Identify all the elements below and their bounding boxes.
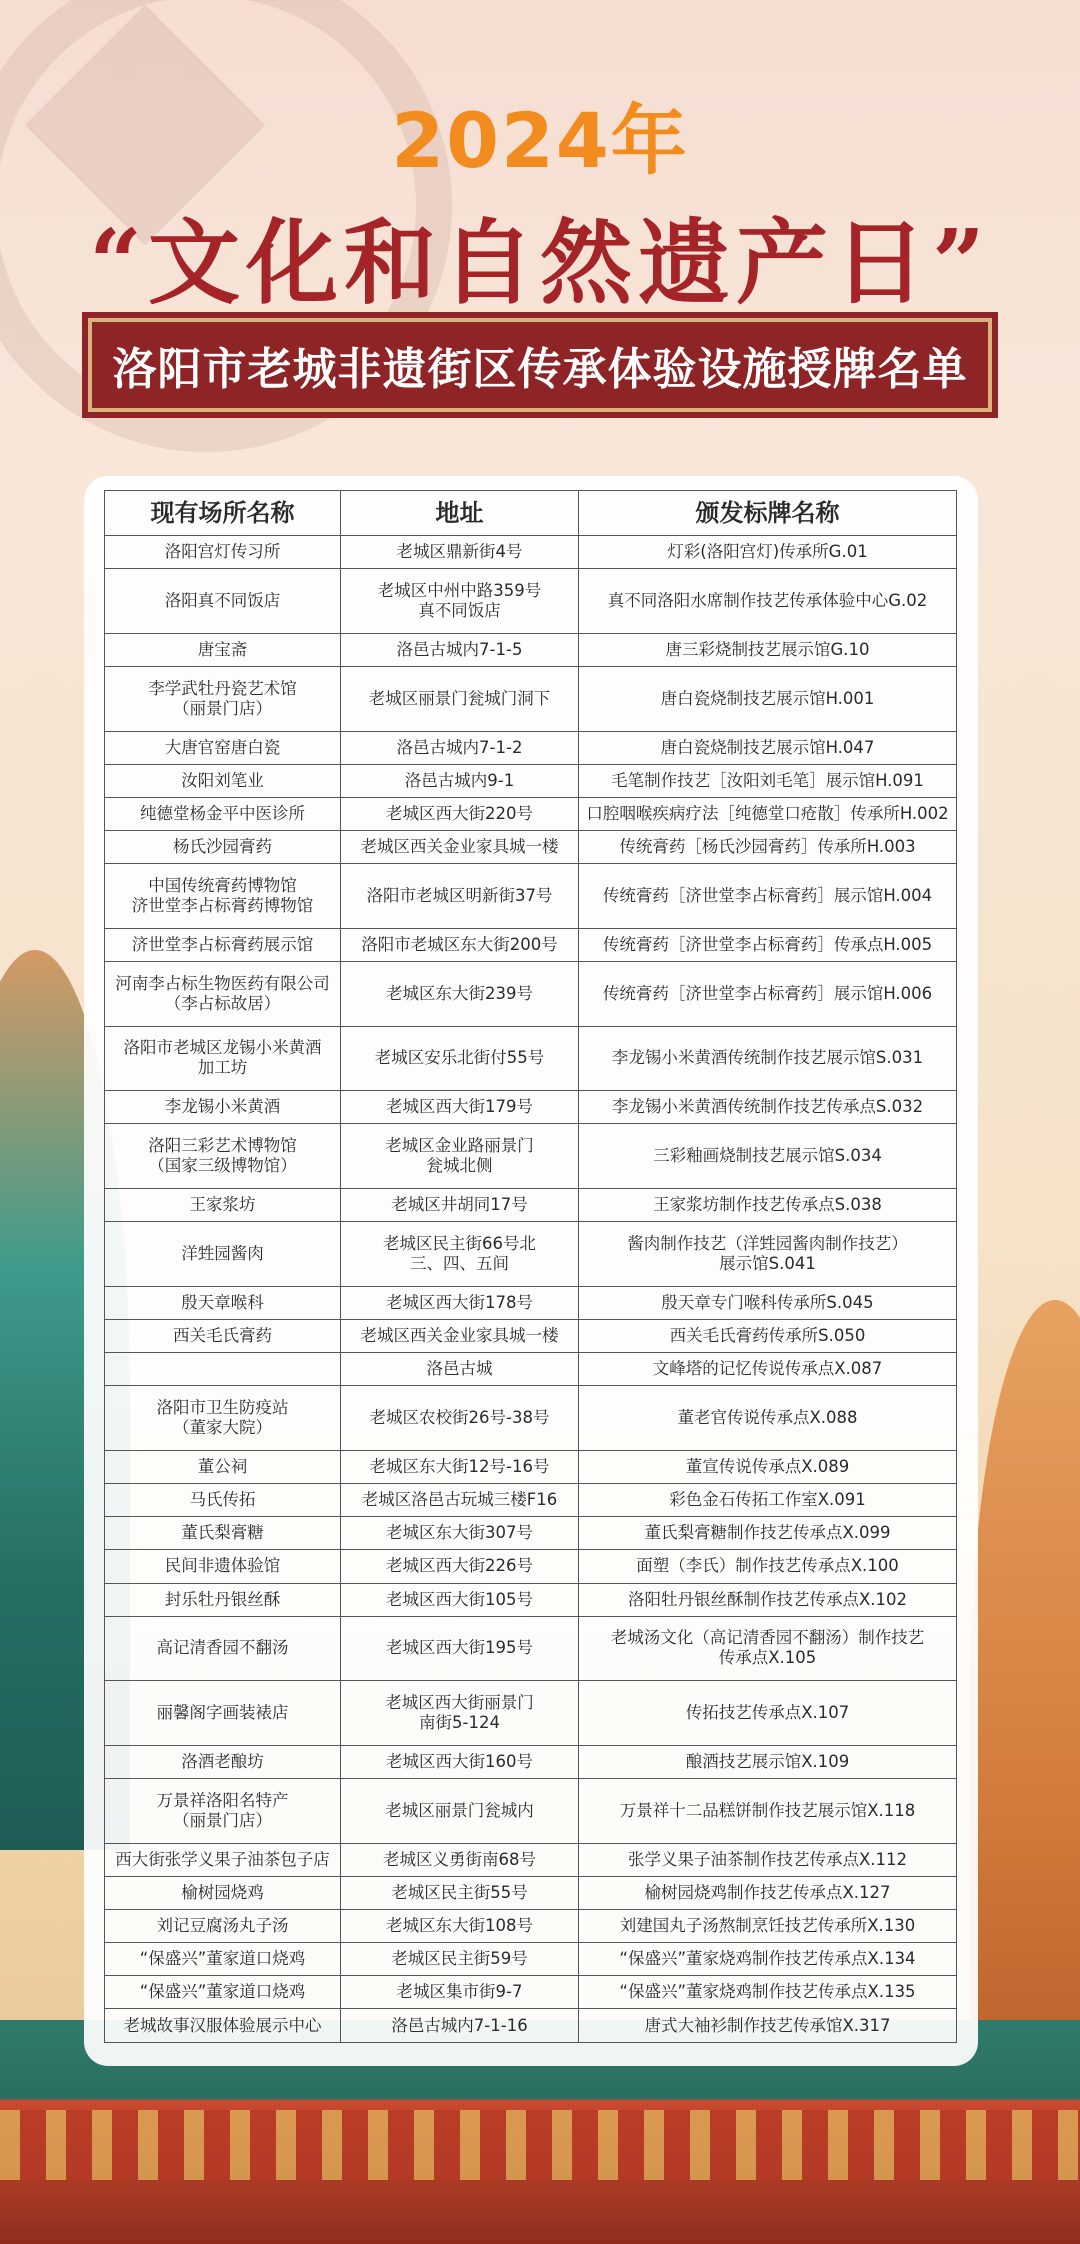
venue-cell: 纯德堂杨金平中医诊所 — [105, 797, 341, 830]
venue-cell: 杨氏沙园膏药 — [105, 831, 341, 864]
venue-cell: 马氏传拓 — [105, 1484, 341, 1517]
table-row — [105, 1517, 957, 1550]
venue-cell: 洋甡园酱肉 — [105, 1222, 341, 1287]
venue-cell: 河南李占标生物医药有限公司 （李占标故居） — [105, 961, 341, 1026]
address-cell: 老城区东大街307号 — [341, 1517, 579, 1550]
table-row — [105, 536, 957, 569]
table-row — [105, 961, 957, 1026]
address-cell: 老城区西关金业家具城一楼 — [341, 1320, 579, 1353]
address-cell: 老城区东大街12号-16号 — [341, 1451, 579, 1484]
table-row — [105, 1681, 957, 1746]
address-cell: 老城区丽景门瓮城门洞下 — [341, 666, 579, 731]
plaque-cell: 酿酒技艺展示馆X.109 — [579, 1746, 957, 1779]
venue-cell — [105, 1353, 341, 1386]
plaque-cell: 传拓技艺传承点X.107 — [579, 1681, 957, 1746]
address-cell: 洛邑古城内7-1-2 — [341, 731, 579, 764]
table-row — [105, 1876, 957, 1909]
table-row — [105, 569, 957, 634]
venue-cell: 洛阳宫灯传习所 — [105, 536, 341, 569]
venue-cell: “保盛兴”董家道口烧鸡 — [105, 1943, 341, 1976]
address-cell: 洛邑古城内9-1 — [341, 764, 579, 797]
table-row — [105, 1943, 957, 1976]
table-row — [105, 1222, 957, 1287]
table-row — [105, 1779, 957, 1844]
venue-cell: 李龙锡小米黄酒 — [105, 1091, 341, 1124]
venue-cell: 李学武牡丹瓷艺术馆 （丽景门店） — [105, 666, 341, 731]
table-row — [105, 1484, 957, 1517]
plaque-cell: 口腔咽喉疾病疗法［纯德堂口疮散］传承所H.002 — [579, 797, 957, 830]
address-cell: 洛邑古城内7-1-5 — [341, 633, 579, 666]
venue-cell: 封乐牡丹银丝酥 — [105, 1583, 341, 1616]
table-row — [105, 1550, 957, 1583]
table-row — [105, 928, 957, 961]
venue-cell: 榆树园烧鸡 — [105, 1876, 341, 1909]
table-row — [105, 1026, 957, 1091]
table-row — [105, 864, 957, 929]
plaque-cell: 老城汤文化（高记清香园不翻汤）制作技艺 传承点X.105 — [579, 1616, 957, 1681]
plaque-cell: 真不同洛阳水席制作技艺传承体验中心G.02 — [579, 569, 957, 634]
table-row — [105, 2009, 957, 2043]
palace-railing-decoration — [0, 2110, 1080, 2180]
table-row — [105, 1320, 957, 1353]
table-row — [105, 797, 957, 830]
plaque-cell: 唐白瓷烧制技艺展示馆H.001 — [579, 666, 957, 731]
address-cell: 老城区集市街9-7 — [341, 1976, 579, 2009]
venue-cell: 西关毛氏膏药 — [105, 1320, 341, 1353]
plaque-cell: 刘建国丸子汤熬制烹饪技艺传承所X.130 — [579, 1910, 957, 1943]
table-row — [105, 1976, 957, 2009]
venue-cell: 唐宝斋 — [105, 633, 341, 666]
address-cell: 老城区义勇街南68号 — [341, 1843, 579, 1876]
address-cell: 老城区西大街179号 — [341, 1091, 579, 1124]
plaque-cell: 传统膏药［济世堂李占标膏药］展示馆H.004 — [579, 864, 957, 929]
venue-cell: 万景祥洛阳名特产 （丽景门店） — [105, 1779, 341, 1844]
plaque-cell: 面塑（李氏）制作技艺传承点X.100 — [579, 1550, 957, 1583]
table-row — [105, 1286, 957, 1319]
address-cell: 洛邑古城内7-1-16 — [341, 2009, 579, 2043]
address-cell: 老城区东大街108号 — [341, 1910, 579, 1943]
address-cell: 老城区丽景门瓮城内 — [341, 1779, 579, 1844]
address-cell: 老城区洛邑古玩城三楼F16 — [341, 1484, 579, 1517]
plaque-cell: 文峰塔的记忆传说传承点X.087 — [579, 1353, 957, 1386]
address-cell: 老城区西关金业家具城一楼 — [341, 831, 579, 864]
address-cell: 老城区西大街220号 — [341, 797, 579, 830]
plaque-cell: 殷天章专门喉科传承所S.045 — [579, 1286, 957, 1319]
banner-text: 洛阳市老城非遗街区传承体验设施授牌名单 — [112, 344, 968, 395]
plaque-cell: 传统膏药［济世堂李占标膏药］展示馆H.006 — [579, 961, 957, 1026]
plaque-cell: 董老官传说传承点X.088 — [579, 1386, 957, 1451]
venue-cell: 洛阳市卫生防疫站 （董家大院） — [105, 1386, 341, 1451]
table-row — [105, 1124, 957, 1189]
venue-cell: 洛阳市老城区龙锡小米黄酒 加工坊 — [105, 1026, 341, 1091]
venue-cell: 汝阳刘笔业 — [105, 764, 341, 797]
table-row — [105, 1910, 957, 1943]
column-header-venue: 现有场所名称 — [105, 491, 341, 536]
address-cell: 老城区西大街160号 — [341, 1746, 579, 1779]
plaque-cell: 毛笔制作技艺［汝阳刘毛笔］展示馆H.091 — [579, 764, 957, 797]
plaque-cell: 灯彩(洛阳宫灯)传承所G.01 — [579, 536, 957, 569]
table-row — [105, 764, 957, 797]
plaque-cell: 万景祥十二品糕饼制作技艺展示馆X.118 — [579, 1779, 957, 1844]
table-row — [105, 1091, 957, 1124]
venue-cell: 洛阳三彩艺术博物馆 （国家三级博物馆） — [105, 1124, 341, 1189]
address-cell: 老城区西大街178号 — [341, 1286, 579, 1319]
plaque-cell: 李龙锡小米黄酒传统制作技艺展示馆S.031 — [579, 1026, 957, 1091]
venue-cell: 济世堂李占标膏药展示馆 — [105, 928, 341, 961]
venue-cell: 洛酒老酿坊 — [105, 1746, 341, 1779]
plaque-cell: “保盛兴”董家烧鸡制作技艺传承点X.135 — [579, 1976, 957, 2009]
table-header-row — [105, 491, 957, 536]
plaque-cell: 董宣传说传承点X.089 — [579, 1451, 957, 1484]
address-cell: 老城区西大街226号 — [341, 1550, 579, 1583]
venue-cell: 民间非遗体验馆 — [105, 1550, 341, 1583]
table-row — [105, 1189, 957, 1222]
venue-cell: “保盛兴”董家道口烧鸡 — [105, 1976, 341, 2009]
plaque-cell: 唐白瓷烧制技艺展示馆H.047 — [579, 731, 957, 764]
mountain-decoration-right — [970, 1300, 1080, 2100]
venue-cell: 董公祠 — [105, 1451, 341, 1484]
venue-cell: 洛阳真不同饭店 — [105, 569, 341, 634]
address-cell: 老城区西大街105号 — [341, 1583, 579, 1616]
table-row — [105, 1843, 957, 1876]
plaque-cell: 传统膏药［济世堂李占标膏药］传承点H.005 — [579, 928, 957, 961]
venue-cell: 王家浆坊 — [105, 1189, 341, 1222]
address-cell: 老城区井胡同17号 — [341, 1189, 579, 1222]
table-row — [105, 1353, 957, 1386]
venue-cell: 中国传统膏药博物馆 济世堂李占标膏药博物馆 — [105, 864, 341, 929]
table-row — [105, 731, 957, 764]
address-cell: 老城区民主街59号 — [341, 1943, 579, 1976]
address-cell: 老城区农校街26号-38号 — [341, 1386, 579, 1451]
column-header-address: 地址 — [341, 491, 579, 536]
page-title: “文化和自然遗产日” — [89, 209, 991, 317]
plaque-cell: 洛阳牡丹银丝酥制作技艺传承点X.102 — [579, 1583, 957, 1616]
title-banner — [88, 318, 992, 412]
plaque-cell: 王家浆坊制作技艺传承点S.038 — [579, 1189, 957, 1222]
venue-cell: 老城故事汉服体验展示中心 — [105, 2009, 341, 2043]
table-row — [105, 1616, 957, 1681]
address-cell: 老城区西大街丽景门 南街5-124 — [341, 1681, 579, 1746]
venue-cell: 西大街张学义果子油茶包子店 — [105, 1843, 341, 1876]
address-cell: 老城区鼎新街4号 — [341, 536, 579, 569]
table-row — [105, 633, 957, 666]
address-cell: 老城区东大街239号 — [341, 961, 579, 1026]
venue-cell: 大唐官窑唐白瓷 — [105, 731, 341, 764]
plaque-cell: 三彩釉画烧制技艺展示馆S.034 — [579, 1124, 957, 1189]
table-row — [105, 1583, 957, 1616]
address-cell: 老城区金业路丽景门 瓮城北侧 — [341, 1124, 579, 1189]
table-row — [105, 1746, 957, 1779]
plaque-cell: 唐三彩烧制技艺展示馆G.10 — [579, 633, 957, 666]
address-cell: 老城区中州中路359号 真不同饭店 — [341, 569, 579, 634]
table-row — [105, 831, 957, 864]
plaque-cell: 张学义果子油茶制作技艺传承点X.112 — [579, 1843, 957, 1876]
table-row — [105, 1386, 957, 1451]
column-header-plaque: 颁发标牌名称 — [579, 491, 957, 536]
plaque-cell: 董氏梨膏糖制作技艺传承点X.099 — [579, 1517, 957, 1550]
address-cell: 老城区安乐北街付55号 — [341, 1026, 579, 1091]
address-cell: 老城区西大街195号 — [341, 1616, 579, 1681]
plaque-cell: 酱肉制作技艺（洋甡园酱肉制作技艺） 展示馆S.041 — [579, 1222, 957, 1287]
address-cell: 洛阳市老城区明新街37号 — [341, 864, 579, 929]
venue-cell: 殷天章喉科 — [105, 1286, 341, 1319]
plaque-cell: 彩色金石传拓工作室X.091 — [579, 1484, 957, 1517]
venue-cell: 刘记豆腐汤丸子汤 — [105, 1910, 341, 1943]
table-row — [105, 1451, 957, 1484]
year-heading: 2024年 — [391, 96, 689, 185]
heritage-facility-table — [104, 490, 957, 2043]
address-cell: 老城区民主街55号 — [341, 1876, 579, 1909]
venue-cell: 高记清香园不翻汤 — [105, 1616, 341, 1681]
plaque-cell: “保盛兴”董家烧鸡制作技艺传承点X.134 — [579, 1943, 957, 1976]
address-cell: 洛阳市老城区东大街200号 — [341, 928, 579, 961]
plaque-cell: 唐式大袖衫制作技艺传承馆X.317 — [579, 2009, 957, 2043]
venue-cell: 丽馨阁字画装裱店 — [105, 1681, 341, 1746]
plaque-cell: 西关毛氏膏药传承所S.050 — [579, 1320, 957, 1353]
venue-cell: 董氏梨膏糖 — [105, 1517, 341, 1550]
plaque-cell: 传统膏药［杨氏沙园膏药］传承所H.003 — [579, 831, 957, 864]
plaque-cell: 榆树园烧鸡制作技艺传承点X.127 — [579, 1876, 957, 1909]
plaque-cell: 李龙锡小米黄酒传统制作技艺传承点S.032 — [579, 1091, 957, 1124]
address-cell: 洛邑古城 — [341, 1353, 579, 1386]
address-cell: 老城区民主街66号北 三、四、五间 — [341, 1222, 579, 1287]
table-row — [105, 666, 957, 731]
